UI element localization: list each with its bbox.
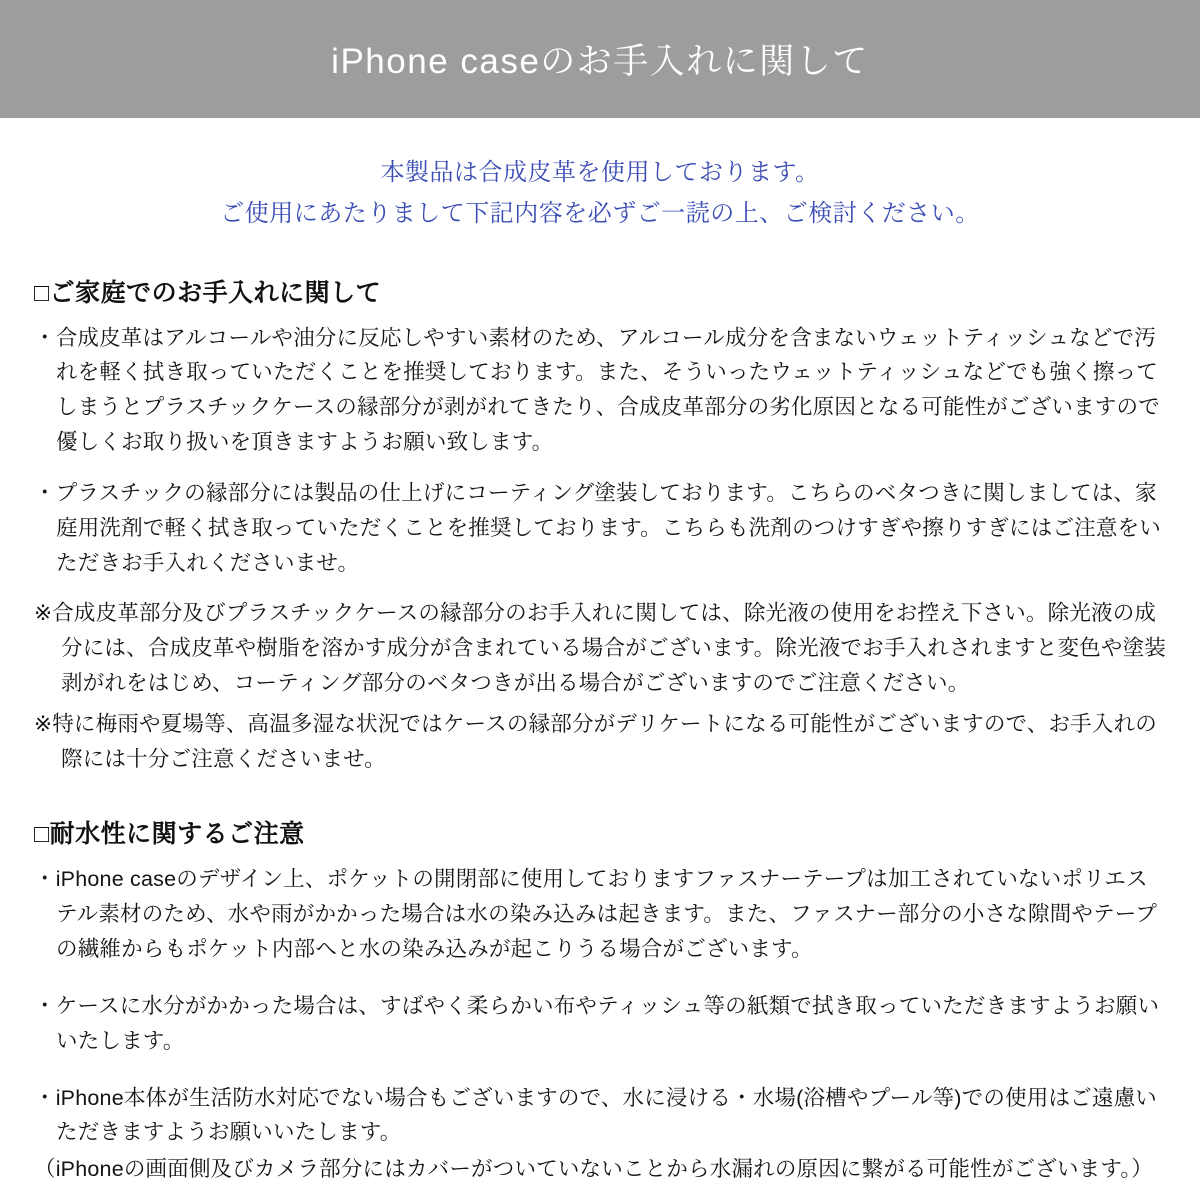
header-band — [0, 0, 1200, 118]
paragraph-home-care-1: ・合成皮革はアルコールや油分に反応しやすい素材のため、アルコール成分を含まないウェットティッシュなどで汚れを軽く拭き取っていただくことを推奨しております。また、そういったウェットティッシュなどでも強く擦ってしまうとプラスチックケースの縁部分が剥がれてきたり、合成皮革部分の劣化原因となる可能性がございますので優しくお取り扱いを頂きますようお願い致します。 — [34, 325, 1160, 455]
section-home-care — [34, 273, 1166, 777]
paragraph-home-care-note-1: ※合成皮革部分及びプラスチックケースの縁部分のお手入れに関しては、除光液の使用をお控え下さい。除光液の成分には、合成皮革や樹脂を溶かす成分が含まれている場合がございます。除光液でお手入れされますと変色や塗装剥がれをはじめ、コーティング部分のベタつきが出る場合がございますのでご注意ください。 — [34, 601, 1166, 695]
intro-line-1: 本製品は合成皮革を使用しております。 — [380, 159, 820, 186]
section-heading-home-care: □ご家庭でのお手入れに関して — [34, 278, 382, 307]
page-title: iPhone caseのお手入れに関して — [331, 42, 869, 81]
paragraph-water-note: （iPhoneの画面側及びカメラ部分にはカバーがついていないことから水漏れの原因に繋がる可能性がございます。） — [34, 1157, 1153, 1182]
intro-line-2: ご使用にあたりまして下記内容を必ずご一読の上、ご検討ください。 — [220, 200, 980, 228]
intro-block — [0, 152, 1200, 235]
paragraph-water-1: ・iPhone caseのデザイン上、ポケットの開閉部に使用しておりますファスナーテープは加工されていないポリエステル素材のため、水や雨がかかった場合は水の染み込みは起きます。また、ファスナー部分の小さな隙間やテープの繊維からもポケット内部へと水の染み込みが起こりうる場合がございます。 — [34, 867, 1158, 962]
content-area — [0, 273, 1200, 1188]
paragraph-water-2: ・ケースに水分がかかった場合は、すばやく柔らかい布やティッシュ等の紙類で拭き取っていただきますようお願いいたします。 — [34, 993, 1160, 1053]
section-water-resistance — [34, 814, 1166, 1187]
paragraph-water-3: ・iPhone本体が生活防水対応でない場合もございますので、水に浸ける・水場(浴槽やプール等)での使用はご遠慮いただきますようお願いいたします。 — [34, 1085, 1157, 1145]
paragraph-home-care-note-2: ※特に梅雨や夏場等、高温多湿な状況ではケースの縁部分がデリケートになる可能性がございますので、お手入れの際には十分ご注意くださいませ。 — [34, 711, 1157, 771]
paragraph-home-care-2: ・プラスチックの縁部分には製品の仕上げにコーティング塗装しております。こちらのベタつきに関しましては、家庭用洗剤で軽く拭き取っていただくことを推奨しております。こちらも洗剤のつけすぎや擦りすぎにはご注意をいただきお手入れくださいませ。 — [34, 480, 1161, 575]
section-heading-water-resistance: □耐水性に関するご注意 — [34, 820, 305, 849]
